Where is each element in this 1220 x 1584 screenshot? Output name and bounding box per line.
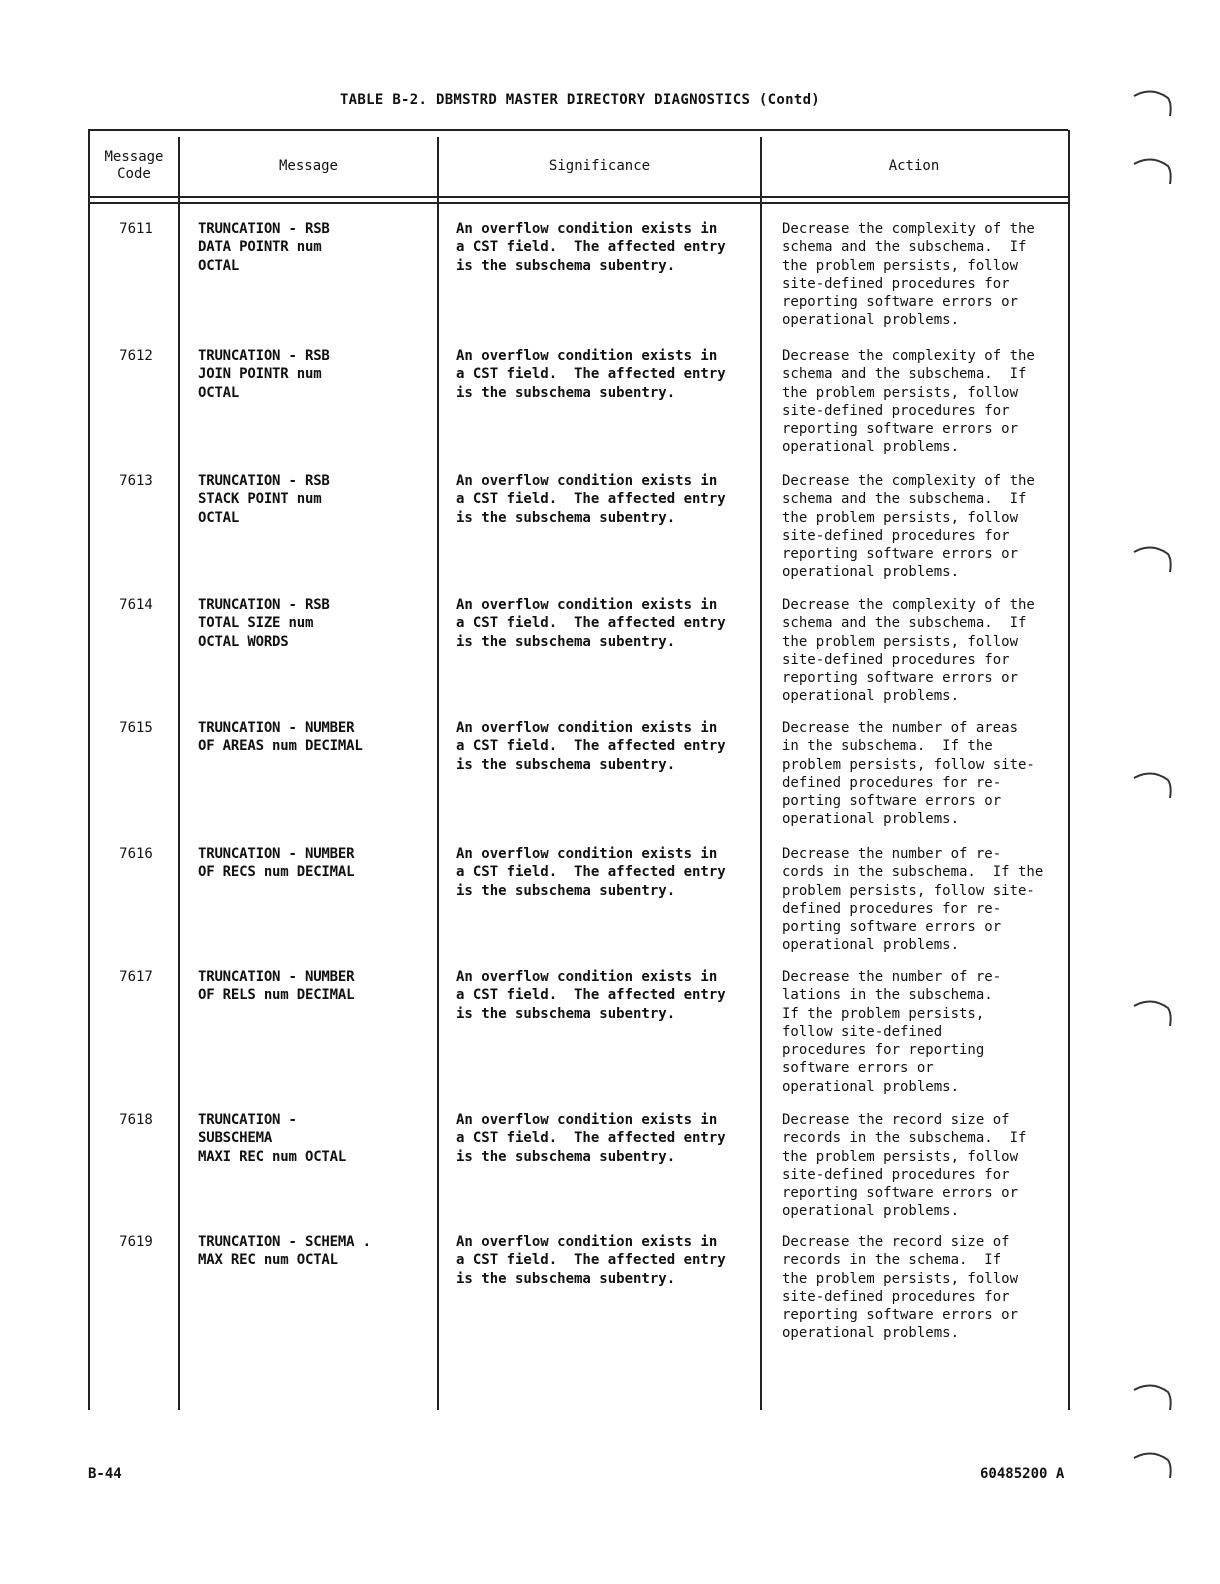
message-code: 7615	[119, 720, 153, 736]
column-divider	[178, 137, 180, 1410]
message-code: 7617	[119, 969, 153, 985]
significance-text: An overflow condition exists in a CST field. The affected entry is the subschema subentry.	[456, 720, 726, 773]
action-text: Decrease the record size of records in the schema. If the problem persists, follow site-defined procedures for reporting software errors or operational problems.	[782, 1234, 1019, 1342]
significance-text: An overflow condition exists in a CST field. The affected entry is the subschema subentry.	[456, 1112, 726, 1165]
message-text: TRUNCATION - SUBSCHEMA MAXI REC num OCTAL	[198, 1112, 347, 1165]
header-divider	[88, 196, 1068, 198]
message-text: TRUNCATION - RSB JOIN POINTR num OCTAL	[198, 348, 330, 401]
header-message-code: Message Code	[104, 149, 164, 182]
page-number: B-44	[88, 1466, 122, 1482]
binder-hole-mark	[1130, 1446, 1176, 1480]
message-text: TRUNCATION - NUMBER OF RELS num DECIMAL	[198, 969, 355, 1004]
message-code: 7616	[119, 846, 153, 862]
message-text: TRUNCATION - SCHEMA . MAX REC num OCTAL	[198, 1234, 371, 1269]
action-text: Decrease the complexity of the schema and the subschema. If the problem persists, follow site-defined procedures for reporting software errors or operational problems.	[782, 597, 1035, 705]
significance-text: An overflow condition exists in a CST field. The affected entry is the subschema subentry.	[456, 1234, 726, 1287]
message-text: TRUNCATION - RSB DATA POINTR num OCTAL	[198, 221, 330, 274]
message-code: 7619	[119, 1234, 153, 1250]
message-code: 7618	[119, 1112, 153, 1128]
header-action: Action	[888, 157, 940, 174]
significance-text: An overflow condition exists in a CST field. The affected entry is the subschema subentry.	[456, 348, 726, 401]
header-divider-double	[88, 202, 1068, 204]
action-text: Decrease the complexity of the schema and the subschema. If the problem persists, follow site-defined procedures for reporting software errors or operational problems.	[782, 221, 1035, 329]
action-text: Decrease the record size of records in the subschema. If the problem persists, follow site-defined procedures for reporting software errors or operational problems.	[782, 1112, 1027, 1220]
document-number: 60485200 A	[980, 1466, 1065, 1482]
action-text: Decrease the complexity of the schema and the subschema. If the problem persists, follow site-defined procedures for reporting software errors or operational problems.	[782, 348, 1035, 456]
message-text: TRUNCATION - NUMBER OF RECS num DECIMAL	[198, 846, 355, 881]
message-code: 7613	[119, 473, 153, 489]
message-text: TRUNCATION - RSB STACK POINT num OCTAL	[198, 473, 330, 526]
binder-hole-mark	[1130, 540, 1176, 574]
significance-text: An overflow condition exists in a CST field. The affected entry is the subschema subentry.	[456, 221, 726, 274]
table-title: TABLE B-2. DBMSTRD MASTER DIRECTORY DIAGNOSTICS (Contd)	[339, 92, 821, 108]
action-text: Decrease the number of areas in the subschema. If the problem persists, follow site- defined procedures for re- porting software errors or operational problems.	[782, 720, 1035, 828]
message-text: TRUNCATION - NUMBER OF AREAS num DECIMAL	[198, 720, 363, 755]
significance-text: An overflow condition exists in a CST field. The affected entry is the subschema subentry.	[456, 597, 726, 650]
significance-text: An overflow condition exists in a CST field. The affected entry is the subschema subentry.	[456, 846, 726, 899]
binder-hole-mark	[1130, 1378, 1176, 1412]
significance-text: An overflow condition exists in a CST field. The affected entry is the subschema subentry.	[456, 969, 726, 1022]
significance-text: An overflow condition exists in a CST field. The affected entry is the subschema subentry.	[456, 473, 726, 526]
column-divider	[760, 137, 762, 1410]
binder-hole-mark	[1130, 766, 1176, 800]
action-text: Decrease the number of re- lations in the subschema. If the problem persists, follow site-defined procedures for reporting software errors or operational problems.	[782, 969, 1002, 1095]
column-divider	[437, 137, 439, 1410]
action-text: Decrease the number of re- cords in the subschema. If the problem persists, follow site- defined procedures for re- porting software errors or operational problems.	[782, 846, 1044, 954]
message-text: TRUNCATION - RSB TOTAL SIZE num OCTAL WORDS	[198, 597, 330, 650]
binder-hole-mark	[1130, 152, 1176, 186]
header-message: Message	[278, 157, 338, 174]
message-code: 7612	[119, 348, 153, 364]
message-code: 7611	[119, 221, 153, 237]
binder-hole-mark	[1130, 994, 1176, 1028]
message-code: 7614	[119, 597, 153, 613]
binder-hole-mark	[1130, 84, 1176, 118]
action-text: Decrease the complexity of the schema and the subschema. If the problem persists, follow site-defined procedures for reporting software errors or operational problems.	[782, 473, 1035, 581]
header-significance: Significance	[548, 157, 651, 174]
